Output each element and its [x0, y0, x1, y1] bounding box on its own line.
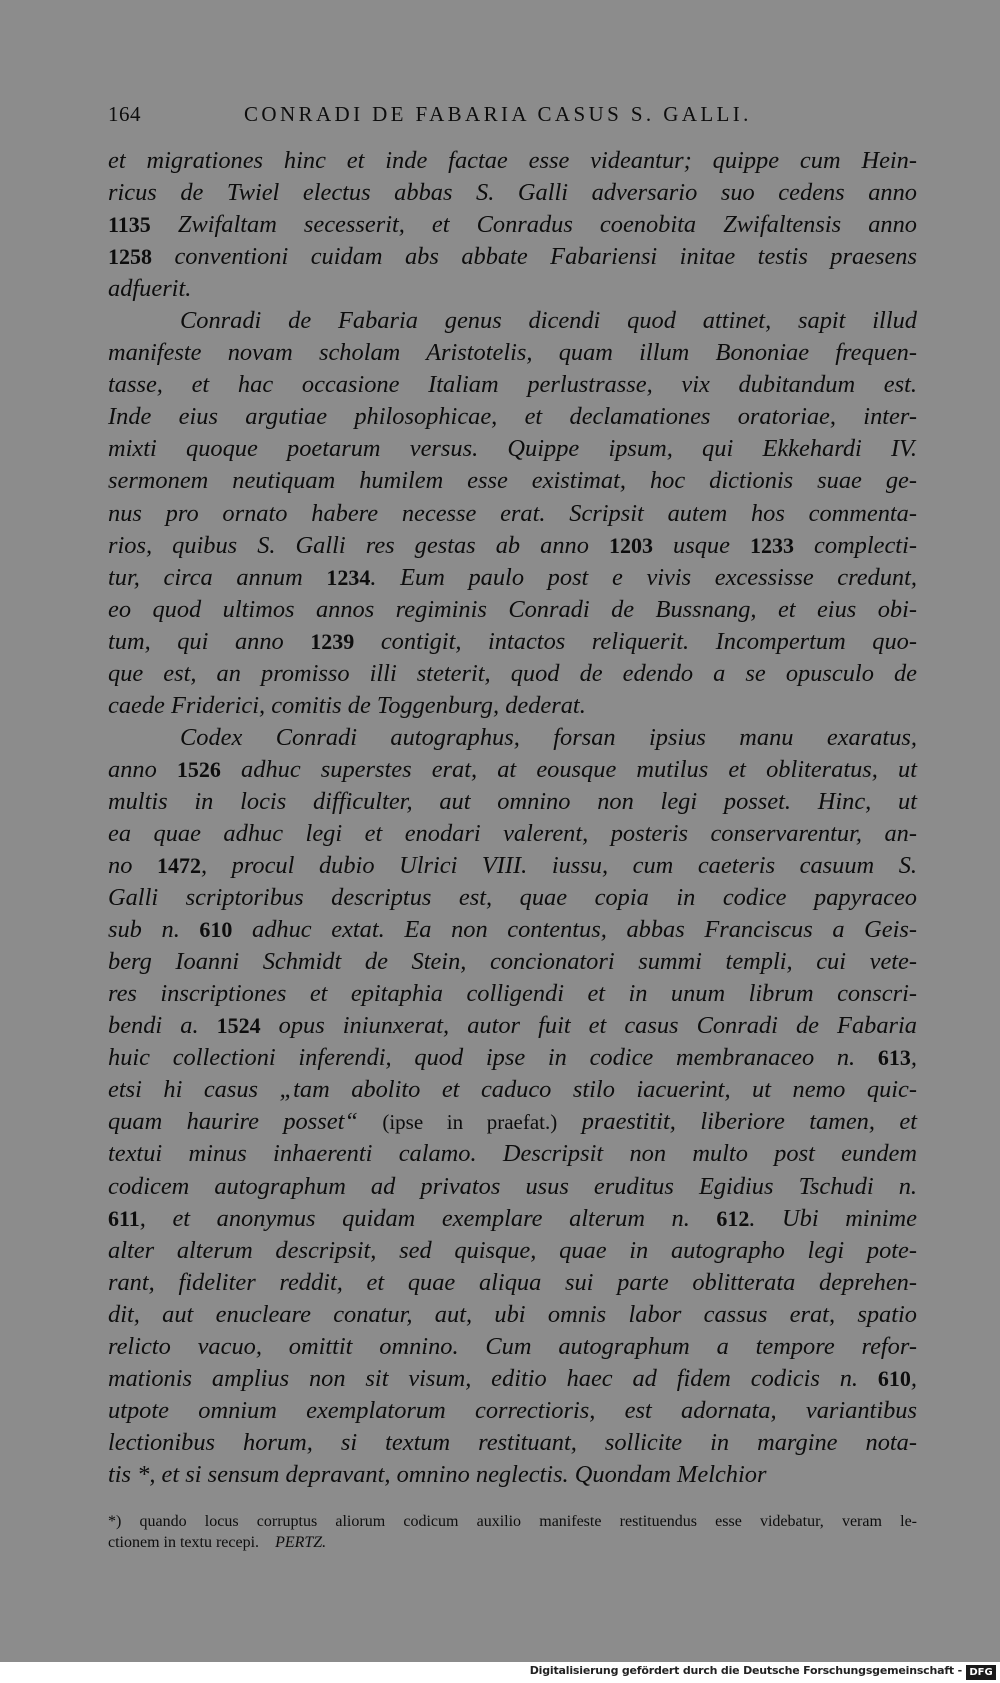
numeral: 1524	[216, 1013, 261, 1039]
text-run: sub n.	[108, 916, 200, 944]
text-run: huic collectioni inferendi, quod ipse in codice membranaceo n.	[108, 1044, 878, 1072]
text-line	[108, 1171, 917, 1203]
roman-text: (ipse in praefat.)	[382, 1110, 558, 1135]
page-header	[108, 100, 918, 132]
text-run: adhuc extat. Ea non contentus, abbas Franciscus a Geis-	[232, 916, 917, 944]
text-run: lectionibus horum, si textum restituant, sollicite in margine nota-	[108, 1428, 917, 1456]
text-run: utpote omnium exemplatorum correctioris, est adornata, variantibus	[108, 1396, 917, 1424]
text-run: tum, qui anno	[108, 627, 311, 655]
text-line	[108, 1299, 917, 1331]
text-run: . Eum paulo post e vivis excessisse credunt,	[370, 563, 917, 591]
text-line	[108, 882, 917, 914]
text-line	[108, 1395, 917, 1427]
text-line	[108, 1010, 917, 1042]
numeral: 1239	[310, 628, 355, 654]
text-line	[108, 145, 917, 177]
text-run: Inde eius argutiae philosophicae, et declamationes oratoriae, inter-	[108, 403, 917, 431]
text-run: ,	[910, 1364, 917, 1392]
text-run: , procul dubio Ulrici VIII. iussu, cum caeteris casuum S.	[200, 852, 917, 880]
dfg-logo: DFG	[966, 1665, 996, 1680]
text-run: anno	[108, 755, 177, 783]
text-run: et migrationes hinc et inde factae esse videantur; quippe cum Hein-	[108, 147, 917, 174]
text-run: que est, an promisso illi steterit, quod de edendo a se opusculo de	[108, 659, 917, 687]
footnote	[108, 1511, 917, 1553]
credit-bar	[0, 1662, 1000, 1683]
text-line	[108, 978, 917, 1010]
text-run: rios, quibus S. Galli res gestas ab anno	[108, 531, 609, 559]
text-run: mixti quoque poetarum versus. Quippe ipsum, qui Ekkehardi IV.	[108, 435, 917, 463]
text-run: eo quod ultimos annos regiminis Conradi de Bussnang, et eius obi-	[108, 595, 917, 623]
text-run: opus iniunxerat, autor fuit et casus Conradi de Fabaria	[260, 1012, 917, 1040]
text-run: quam haurire posset“	[108, 1108, 383, 1136]
text-line	[108, 690, 917, 722]
numeral: 610	[877, 1365, 911, 1391]
text-run: usque	[652, 531, 750, 559]
text-run: manifeste novam scholam Aristotelis, quam illum Bononiae frequen-	[108, 339, 917, 367]
text-run: ea quae adhuc legi et enodari valerent, posteris conservarentur, an-	[108, 819, 917, 847]
text-run: textui minus inhaerenti calamo. Descripsit non multo post eundem	[108, 1140, 917, 1168]
text-run: dit, aut enucleare conatur, aut, ubi omnis labor cassus erat, spatio	[108, 1300, 917, 1328]
numeral: 1135	[108, 212, 151, 238]
text-line	[108, 530, 917, 562]
numeral: 611	[108, 1205, 140, 1231]
text-line	[108, 562, 917, 594]
text-line	[108, 209, 917, 241]
digitization-credit: Digitalisierung gefördert durch die Deutsche Forschungsgemeinschaft -	[529, 1664, 962, 1677]
text-line	[108, 658, 917, 690]
text-line	[108, 594, 917, 626]
text-line	[108, 722, 917, 754]
text-run: etsi hi casus „tam abolito et caduco stilo iacuerint, ut nemo quic-	[108, 1076, 917, 1104]
text-run: ricus de Twiel electus abbas S. Galli adversario suo cedens anno	[108, 179, 917, 207]
text-run: complecti-	[794, 531, 917, 559]
footnote-author: PERTZ.	[275, 1534, 327, 1551]
footnote-line-2	[108, 1532, 917, 1553]
text-line	[108, 465, 917, 497]
text-run: mationis amplius non sit visum, editio haec ad fidem codicis n.	[108, 1364, 878, 1392]
text-line	[108, 1427, 917, 1459]
text-line	[108, 1267, 917, 1299]
text-run: Conradi de Fabaria genus dicendi quod attinet, sapit illud	[180, 307, 917, 335]
text-line	[108, 177, 917, 209]
numeral: 612	[716, 1205, 750, 1231]
text-run: tis *, et si sensum depravant, omnino neglectis. Quondam Melchior	[108, 1460, 767, 1488]
text-line	[108, 305, 917, 337]
body-text	[108, 145, 917, 1491]
text-run: Zwifaltam secesserit, et Conradus coenobita Zwifaltensis anno	[150, 211, 917, 239]
text-run: adfuerit.	[108, 275, 192, 303]
text-line	[108, 337, 917, 369]
numeral: 1472	[156, 853, 201, 879]
text-line	[108, 818, 917, 850]
text-line	[108, 1363, 917, 1395]
text-run: tur, circa annum	[108, 563, 327, 591]
text-run: , et anonymus quidam exemplare alterum n.	[139, 1204, 717, 1232]
text-run: no	[108, 852, 157, 880]
numeral: 1203	[608, 532, 653, 558]
text-run: relicto vacuo, omittit omnino. Cum autographum a tempore refor-	[108, 1332, 917, 1360]
text-run: res inscriptiones et epitaphia colligendi et in unum librum conscri-	[108, 980, 917, 1008]
text-run: bendi a.	[108, 1012, 217, 1040]
text-line	[108, 1203, 917, 1235]
numeral: 613	[877, 1045, 911, 1071]
text-line	[108, 241, 917, 273]
text-run: Codex Conradi autographus, forsan ipsius manu exaratus,	[180, 723, 917, 751]
text-run: multis in locis difficulter, aut omnino non legi posset. Hinc, ut	[108, 787, 917, 815]
text-run: berg Ioanni Schmidt de Stein, concionatori summi templi, cui vete-	[108, 948, 917, 976]
text-line	[108, 1042, 917, 1074]
numeral: 610	[199, 917, 233, 943]
text-run: adhuc superstes erat, at eousque mutilus et obliteratus, ut	[220, 755, 917, 783]
text-line	[108, 401, 917, 433]
text-run: Galli scriptoribus descriptus est, quae copia in codice papyraceo	[108, 884, 917, 912]
text-line	[108, 786, 917, 818]
text-run: praestitit, liberiore tamen, et	[557, 1108, 917, 1136]
text-run: contigit, intactos reliquerit. Incompertum quo-	[354, 627, 917, 655]
running-title: CONRADI DE FABARIA CASUS S. GALLI.	[244, 102, 752, 126]
text-run: sermonem neutiquam humilem esse existimat, hoc dictionis suae ge-	[108, 467, 917, 495]
text-line	[108, 273, 917, 305]
text-line	[108, 946, 917, 978]
text-run: caede Friderici, comitis de Toggenburg, dederat.	[108, 691, 586, 719]
text-line	[108, 1331, 917, 1363]
footnote-line-1: *) quando locus corruptus aliorum codicum auxilio manifeste restituendus esse videbatur, veram le-	[108, 1513, 917, 1530]
text-line	[108, 369, 917, 401]
page-number: 164	[108, 102, 141, 126]
text-line	[108, 850, 917, 882]
text-run: tasse, et hac occasione Italiam perlustrasse, vix dubitandum est.	[108, 371, 917, 399]
text-line	[108, 1106, 917, 1138]
text-line	[108, 1138, 917, 1170]
footnote-text: ctionem in textu recepi.	[108, 1534, 260, 1551]
text-run: nus pro ornato habere necesse erat. Scripsit autem hos commenta-	[108, 499, 917, 527]
text-line	[108, 1235, 917, 1267]
text-run: ,	[910, 1044, 917, 1072]
text-line	[108, 433, 917, 465]
numeral: 1233	[750, 532, 794, 558]
text-run: rant, fideliter reddit, et quae aliqua sui parte oblitterata deprehen-	[108, 1268, 917, 1296]
text-run: codicem autographum ad privatos usus eruditus Egidius Tschudi n.	[108, 1172, 917, 1200]
numeral: 1258	[108, 244, 152, 270]
text-line	[108, 1074, 917, 1106]
text-run: . Ubi minime	[749, 1204, 917, 1232]
numeral: 1526	[176, 756, 221, 782]
numeral: 1234	[326, 564, 371, 590]
text-line	[108, 754, 917, 786]
text-line	[108, 1459, 917, 1491]
text-line	[108, 498, 917, 530]
text-line	[108, 626, 917, 658]
text-line	[108, 914, 917, 946]
text-run: conventioni cuidam abs abbate Fabariensi initae testis praesens	[152, 243, 917, 271]
text-run: alter alterum descripsit, sed quisque, quae in autographo legi pote-	[108, 1236, 917, 1264]
